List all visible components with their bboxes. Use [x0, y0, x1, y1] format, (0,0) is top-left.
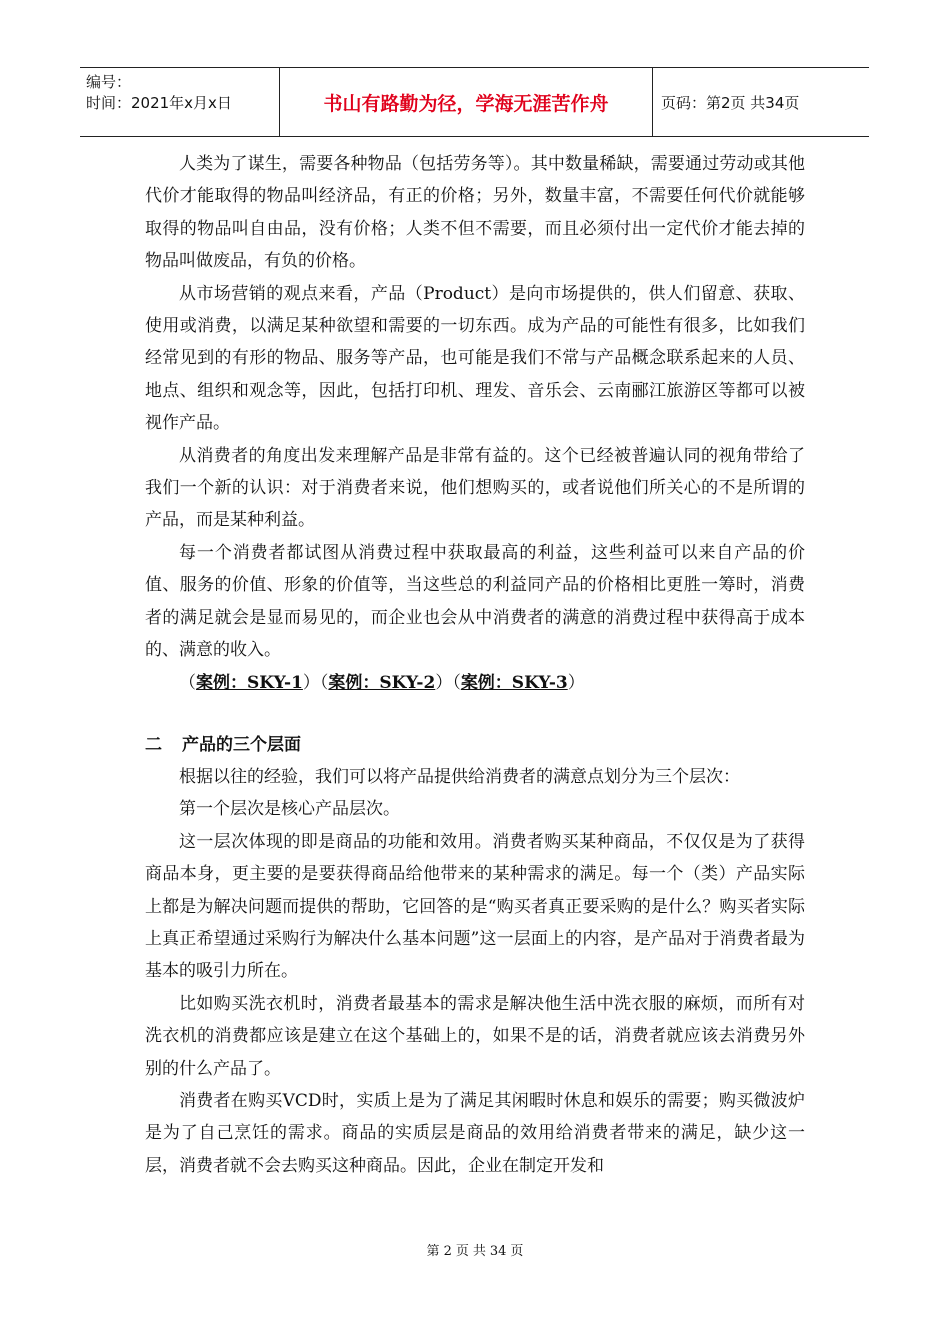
- section-number: 二: [145, 734, 162, 755]
- paragraph: 这一层次体现的即是商品的功能和效用。消费者购买某种商品，不仅仅是为了获得商品本身，更主要的是要获得商品给他带来的某种需求的满足。每一个（类）产品实际上都是为解决问题而提供的帮助，它回答的是“购买者真正要采购的是什么？购买者实际上真正希望通过采购行为解决什么基本问题”这一层面上的内容，是产品对于消费者最为基本的吸引力所在。: [145, 831, 805, 982]
- paragraph: 人类为了谋生，需要各种物品（包括劳务等）。其中数量稀缺，需要通过劳动或其他代价才能取得的物品叫经济品，有正的价格；另外，数量丰富，不需要任何代价就能够取得的物品叫自由品，没有价格；人类不但不需要，而且必须付出一定代价才能去掉的物品叫做废品，有负的价格。: [145, 154, 805, 272]
- paren: ）: [302, 672, 320, 693]
- paren: ）: [567, 672, 585, 693]
- footer-text: 共: [472, 1244, 486, 1259]
- page-header: [80, 67, 869, 137]
- paragraph: 第一个层次是核心产品层次。: [179, 799, 400, 820]
- paragraph: 根据以往的经验，我们可以将产品提供给消费者的满意点划分为三个层次：: [179, 766, 740, 787]
- paragraph: 从市场营销的观点来看，产品（Product）是向市场提供的，供人们留意、获取、使用或消费，以满足某种欲望和需要的一切东西。成为产品的可能性有很多，比如我们经常见到的有形的物品、服务等产品，也可能是我们不常与产品概念联系起来的人员、地点、组织和观念等，因此，包括打印机、理发、音乐会、云南郦江旅游区等都可以被视作产品。: [145, 283, 805, 434]
- case-link-sky-3[interactable]: 案例：SKY-3: [460, 672, 568, 693]
- paragraph: 比如购买洗衣机时，消费者最基本的需求是解决他生活中洗衣服的麻烦，而所有对洗衣机的消费都应该是建立在这个基础上的，如果不是的话，消费者就应该去消费另外别的什么产品了。: [145, 993, 805, 1079]
- paren: ）: [435, 672, 453, 693]
- page-footer: [0, 1240, 950, 1259]
- section-title: 产品的三个层面: [182, 734, 301, 755]
- paren: （: [452, 672, 461, 693]
- paren: （: [319, 672, 329, 693]
- header-motto: 书山有路勤为径，学海无涯苦作舟: [280, 68, 653, 136]
- footer-text: 页: [510, 1244, 524, 1259]
- date-label: 时间：2021年x月x日: [86, 94, 232, 112]
- document-body: [145, 148, 805, 1182]
- footer-page-number: 2: [443, 1244, 452, 1259]
- footer-text: 页: [455, 1244, 469, 1259]
- footer-text: 第: [426, 1244, 440, 1259]
- section-heading: [145, 729, 805, 761]
- paragraph: 每一个消费者都试图从消费过程中获取最高的利益，这些利益可以来自产品的价值、服务的价值、形象的价值等，当这些总的利益同产品的价格相比更胜一筹时，消费者的满足就会是显而易见的，而企业也会从中消费者的满意的消费过程中获得高于成本的、满意的收入。: [145, 542, 805, 661]
- header-page-info: 页码：第2页 共34页: [661, 93, 800, 112]
- case-link-sky-1[interactable]: 案例：SKY-1: [196, 672, 303, 693]
- paragraph: 消费者在购买VCD时，实质上是为了满足其闲暇时休息和娱乐的需要；购买微波炉是为了自己烹饪的需求。商品的实质层是商品的效用给消费者带来的满足，缺少这一层，消费者就不会去购买这种商品。因此，企业在制定开发和: [145, 1090, 805, 1176]
- case-link-sky-2[interactable]: 案例：SKY-2: [328, 672, 436, 693]
- number-label: 编号：: [86, 73, 132, 91]
- paragraph: 从消费者的角度出发来理解产品是非常有益的。这个已经被普遍认同的视角带给了我们一个新的认识：对于消费者来说，他们想购买的，或者说他们所关心的不是所谓的产品，而是某种利益。: [145, 445, 805, 531]
- paren: （: [179, 672, 196, 693]
- header-left-cell: [80, 68, 280, 136]
- footer-total-pages: 34: [489, 1244, 507, 1259]
- case-links: [145, 667, 805, 699]
